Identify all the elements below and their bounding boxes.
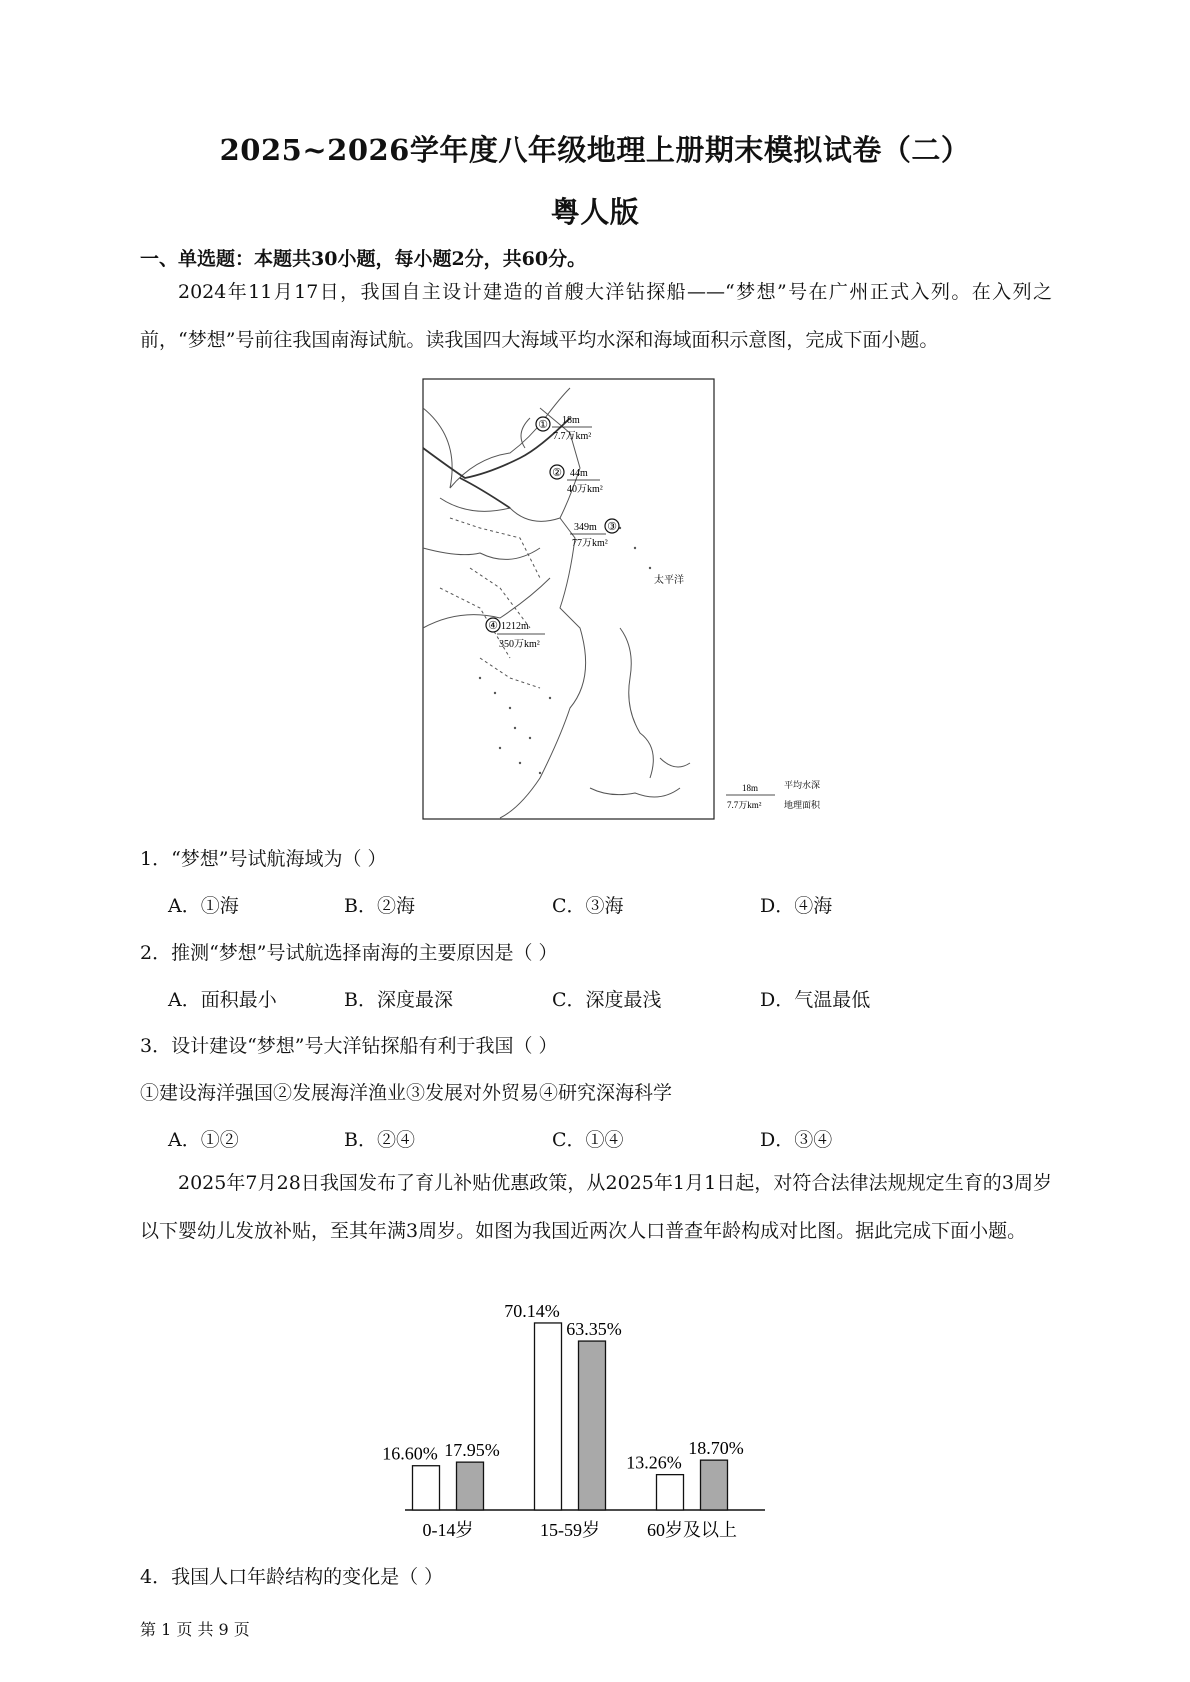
svg-text:77万km²: 77万km² — [572, 538, 608, 549]
svg-text:44m: 44m — [570, 468, 588, 479]
data-label-1-0: 70.14% — [504, 1300, 560, 1321]
bar-1-0 — [535, 1323, 562, 1510]
q1-option-d[interactable]: D．④海 — [760, 895, 833, 917]
map-frame — [423, 379, 714, 819]
question-2: 2．推测“梦想”号试航选择南海的主要原因是（ ） — [140, 942, 558, 964]
data-label-2-1: 18.70% — [688, 1438, 744, 1459]
sea-map-figure — [420, 378, 840, 821]
q2-option-d[interactable]: D．气温最低 — [760, 989, 871, 1011]
question-4: 4．我国人口年龄结构的变化是（ ） — [140, 1566, 444, 1588]
data-label-0-1: 17.95% — [444, 1440, 500, 1461]
data-label-2-0: 13.26% — [626, 1452, 682, 1473]
page-footer: 第 1 页 共 9 页 — [140, 1620, 250, 1639]
age-structure-chart — [382, 1298, 780, 1548]
svg-text:349m: 349m — [574, 522, 597, 533]
q1-option-b[interactable]: B．②海 — [344, 895, 415, 917]
category-label-0: 0-14岁 — [422, 1520, 474, 1540]
svg-text:7.7万km²: 7.7万km² — [553, 431, 592, 442]
q2-option-c[interactable]: C．深度最浅 — [552, 989, 662, 1011]
svg-text:1212m: 1212m — [501, 621, 529, 632]
svg-text:地理面积: 地理面积 — [784, 800, 821, 810]
page-subtitle: 粤人版 — [550, 195, 640, 229]
bar-0-0 — [413, 1466, 440, 1510]
q2-option-b[interactable]: B．深度最深 — [344, 989, 453, 1011]
question-3: 3．设计建设“梦想”号大洋钻探船有利于我国（ ） — [140, 1035, 558, 1057]
question-1: 1．“梦想”号试航海域为（ ） — [140, 848, 387, 870]
svg-text:18m: 18m — [742, 783, 759, 793]
data-label-0-0: 16.60% — [382, 1443, 438, 1464]
svg-text:350万km²: 350万km² — [499, 639, 540, 650]
q3-option-b[interactable]: B．②④ — [344, 1129, 415, 1151]
pacific-label: 太平洋 — [654, 575, 684, 586]
svg-text:40万km²: 40万km² — [567, 484, 603, 495]
q3-option-c[interactable]: C．①④ — [552, 1129, 624, 1151]
page-title: 2025~2026学年度八年级地理上册期末模拟试卷（二） — [219, 133, 971, 167]
svg-text:18m: 18m — [562, 415, 580, 426]
q2-option-a[interactable]: A．面积最小 — [168, 989, 277, 1011]
bar-1-1 — [579, 1341, 606, 1510]
q3-option-a[interactable]: A．①② — [168, 1129, 239, 1151]
q1-option-a[interactable]: A．①海 — [168, 895, 239, 917]
svg-text:③: ③ — [607, 521, 617, 533]
section-heading: 一、单选题：本题共30小题，每小题2分，共60分。 — [140, 248, 587, 270]
bar-0-1 — [457, 1462, 484, 1510]
svg-text:②: ② — [552, 467, 562, 479]
passage-1: 2024年11月17日，我国自主设计建造的首艘大洋钻探船——“梦想”号在广州正式入列。在入列之前，“梦想”号前往我国南海试航。读我国四大海域平均水深和海域面积示意图，完成下面小题。 — [140, 281, 1052, 351]
svg-text:7.7万km²: 7.7万km² — [727, 800, 762, 810]
svg-text:平均水深: 平均水深 — [784, 780, 821, 790]
q3-option-d[interactable]: D．③④ — [760, 1129, 833, 1151]
bar-2-1 — [701, 1460, 728, 1510]
bar-2-0 — [657, 1475, 684, 1510]
q3-choices: ①建设海洋强国②发展海洋渔业③发展对外贸易④研究深海科学 — [140, 1082, 673, 1104]
q1-option-c[interactable]: C．③海 — [552, 895, 624, 917]
passage-2: 2025年7月28日我国发布了育儿补贴优惠政策，从2025年1月1日起，对符合法律法规规定生育的3周岁以下婴幼儿发放补贴，至其年满3周岁。如图为我国近两次人口普查年龄构成对比图。据此完成下面小题。 — [140, 1172, 1052, 1242]
map-legend — [726, 779, 821, 810]
category-label-2: 60岁及以上 — [647, 1520, 737, 1540]
category-label-1: 15-59岁 — [540, 1520, 600, 1540]
data-label-1-1: 63.35% — [566, 1319, 622, 1340]
svg-text:①: ① — [538, 419, 548, 431]
svg-text:④: ④ — [488, 620, 498, 632]
